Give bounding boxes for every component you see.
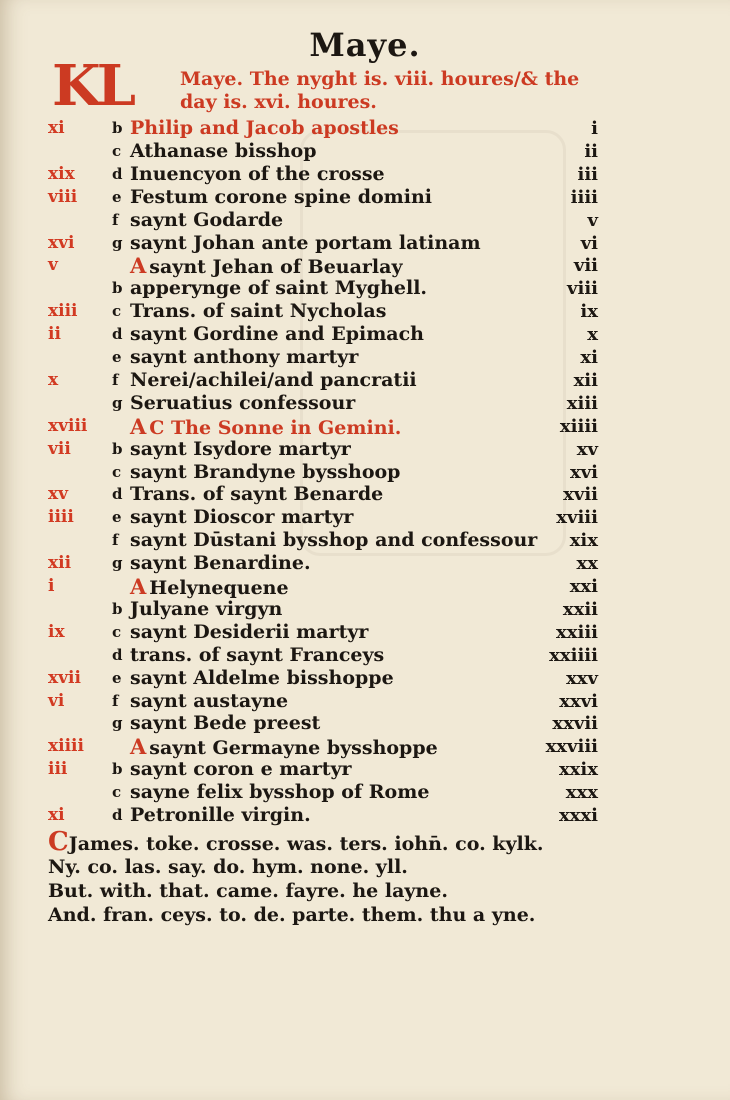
calendar-row [0,369,730,392]
feast-name: Inuencyon of the crosse [130,162,385,185]
golden-number: xvii [48,667,81,688]
calendar-row [0,621,730,644]
golden-number: xv [48,484,69,505]
calendar-row [0,163,730,186]
feast-entry [130,690,288,713]
verse-line-2: Ny. co. las. say. do. hym. none. yll. [48,856,408,878]
day-numeral: xiiii [559,415,598,437]
feast-entry [130,621,368,644]
dominical-letter: g [112,714,123,733]
calendar-row [0,735,730,758]
feast-name: saynt austayne [130,689,289,712]
feast-entry [130,277,427,300]
calendar-row [0,186,730,209]
calendar-row [0,758,730,781]
feast-name: C The Sonne in Gemini. [149,416,402,439]
golden-number: xi [48,805,65,825]
dominical-letter: c [112,302,122,321]
dominical-letter: b [112,599,123,618]
golden-number: xiiii [48,736,84,757]
dominical-letter: c [112,462,122,481]
feast-entry [130,438,351,461]
feast-name: saynt Aldelme bisshoppe [130,666,394,689]
calendar-row [0,804,730,827]
feast-name: saynt Gordine and Epimach [130,323,424,346]
verse-line-1 [48,827,544,857]
feast-entry [130,254,403,279]
month-title: Maye. [309,26,421,64]
calendar-row [0,529,730,552]
calendar-row [0,254,730,277]
feast-name: saynt Brandyne bysshoop [130,460,401,483]
rubric-mark: A [130,734,147,760]
feast-entry [130,186,432,209]
feast-entry [130,369,417,392]
dominical-letter: g [112,233,123,252]
calendar-row [0,781,730,804]
feast-name: Athanase bisshop [130,139,317,162]
feast-entry [130,461,400,484]
calendar-row [0,232,730,255]
dominical-letter: e [112,668,122,687]
dominical-letter: e [112,187,122,206]
dominical-letter: c [112,783,122,802]
feast-name: saynt Jehan of Beuarlay [149,256,403,279]
feast-entry [130,575,289,600]
day-numeral: xi [580,347,598,368]
dominical-letter: g [112,554,123,573]
golden-number: iiii [48,507,74,528]
calendar-row [0,552,730,575]
dominical-letter: d [112,645,123,664]
golden-number: xvi [48,232,75,253]
calendar-row [0,461,730,484]
feast-name: Helynequene [149,577,289,599]
feast-name: saynt Benardine. [130,552,311,575]
calendar-row [0,323,730,346]
day-numeral: xxxi [558,805,598,826]
dominical-letter: b [112,760,123,779]
golden-number: vii [48,438,71,459]
calendar-row [0,483,730,506]
day-numeral: xxvi [559,690,598,712]
day-numeral: vii [573,255,598,277]
feast-name: saynt Germayne bysshoppe [149,737,438,760]
calendar-row [0,392,730,415]
heading-line-1: Maye. The nyght is. viii. houres/& the [180,68,580,90]
day-numeral: ii [584,140,598,162]
rubric-mark: A [130,574,147,599]
heading-line-2: day is. xvi. houres. [180,91,377,113]
feast-entry [130,758,352,781]
day-numeral: xvi [569,461,598,483]
day-numeral: xxvii [552,713,598,735]
golden-number: viii [48,186,78,207]
day-numeral: ix [580,301,598,323]
feast-name: trans. of saynt Franceys [130,643,385,666]
verse-line-4: And. fran. ceys. to. de. parte. them. thu a yne. [48,904,536,926]
feast-name: saynt Dioscor martyr [130,506,354,529]
dominical-letter: f [112,210,119,229]
golden-number: xi [48,118,65,138]
golden-number: xii [48,553,72,574]
calendar-row [0,346,730,369]
golden-number: x [48,369,59,390]
feast-name: saynt Dūstani bysshop and confessour [130,529,538,552]
feast-entry [130,483,383,506]
verse-initial: C [48,827,69,857]
golden-number: xiii [48,301,78,322]
feast-name: saynt Johan ante portam latinam [130,231,481,254]
calendar-row [0,598,730,621]
feast-entry [130,598,282,621]
feast-name: Festum corone spine domini [130,185,433,208]
calendar-row [0,415,730,438]
dominical-letter: d [112,164,123,183]
feast-name: sayne felix bysshop of Rome [130,781,430,804]
feast-entry [130,117,399,140]
golden-number: xviii [48,415,88,436]
calendar-row [0,117,730,140]
feast-entry [130,209,283,232]
day-numeral: xix [569,530,598,552]
feast-entry [130,644,384,667]
day-numeral: xxiii [556,621,598,643]
golden-number: vi [48,690,65,711]
feast-entry [130,232,481,255]
feast-entry [130,712,320,735]
feast-name: Seruatius confessour [130,391,356,414]
kl-initial: KL [52,53,133,119]
feast-entry [130,667,394,690]
day-numeral: xiii [566,392,598,414]
golden-number: iii [48,759,68,780]
feast-name: Trans. of saynt Benarde [130,483,384,506]
day-numeral: iii [577,163,598,185]
feast-name: saynt anthony martyr [130,346,359,368]
calendar-row [0,712,730,735]
day-numeral: xv [576,438,598,460]
day-numeral: xxviii [545,736,598,758]
feast-name: apperynge of saint Myghell. [130,277,428,300]
dominical-letter: b [112,279,123,298]
verse-line-3: But. with. that. came. fayre. he layne. [48,880,448,902]
golden-number: v [48,255,58,276]
golden-number: xix [48,163,75,184]
feast-name: Philip and Jacob apostles [130,117,399,139]
feast-entry [130,163,385,186]
feast-entry [130,781,429,804]
feast-name: Trans. of saint Nycholas [130,300,387,323]
feast-name: saynt Bede preest [130,712,321,735]
feast-name: saynt coron e martyr [130,758,352,781]
day-numeral: xxii [562,598,598,620]
feast-name: saynt Desiderii martyr [130,620,369,643]
calendar-row [0,277,730,300]
rubric-mark: A [130,413,147,439]
day-numeral: viii [567,278,598,300]
feast-entry [130,804,311,827]
calendar-row [0,438,730,461]
feast-entry [130,323,424,346]
day-numeral: v [587,209,598,231]
dominical-letter: c [112,141,122,160]
calendar-row [0,667,730,690]
dominical-letter: b [112,119,123,137]
feast-name: Julyane virgyn [130,597,283,620]
calendar-row [0,506,730,529]
feast-entry [130,529,537,552]
dominical-letter: g [112,393,123,412]
day-numeral: xxix [558,759,598,781]
dominical-letter: d [112,806,123,824]
feast-entry [130,735,438,760]
day-numeral: xvii [563,484,598,506]
calendar-row [0,140,730,163]
dominical-letter: d [112,485,123,504]
dominical-letter: d [112,325,123,344]
calendar-row [0,690,730,713]
dominical-letter: f [112,691,119,710]
day-numeral: xii [573,369,598,391]
day-numeral: vi [580,232,598,254]
feast-entry [130,392,355,415]
day-numeral: xxv [566,667,598,689]
feast-name: saynt Isydore martyr [130,437,351,460]
verse-text-1: James. toke. crosse. was. ters. iohn̄. co. kylk. [68,833,544,855]
dominical-letter: b [112,439,123,458]
day-numeral: xviii [556,507,598,529]
feast-entry [130,346,358,369]
feast-entry [130,552,311,575]
day-numeral: x [587,324,598,346]
day-numeral: xxx [565,782,598,804]
day-numeral: i [591,118,598,139]
dominical-letter: c [112,622,122,641]
rubric-mark: A [130,253,147,279]
feast-name: Petronille virgin. [130,804,311,826]
calendar-row [0,575,730,598]
day-numeral: xx [576,553,598,575]
calendar-row [0,644,730,667]
calendar-row [0,209,730,232]
feast-name: saynt Godarde [130,208,284,231]
feast-entry [130,300,386,323]
feast-entry [130,415,401,440]
golden-number: ii [48,324,61,345]
day-numeral: iiii [570,186,598,208]
day-numeral: xxiiii [549,644,598,666]
feast-entry [130,506,353,529]
feast-name: Nerei/achilei/and pancratii [130,368,417,391]
feast-entry [130,140,317,163]
dominical-letter: e [112,348,122,366]
golden-number: ix [48,621,65,642]
dominical-letter: e [112,508,122,527]
dominical-letter: f [112,370,119,389]
day-numeral: xxi [569,576,598,597]
dominical-letter: f [112,531,119,550]
golden-number: i [48,576,55,596]
calendar-row [0,300,730,323]
